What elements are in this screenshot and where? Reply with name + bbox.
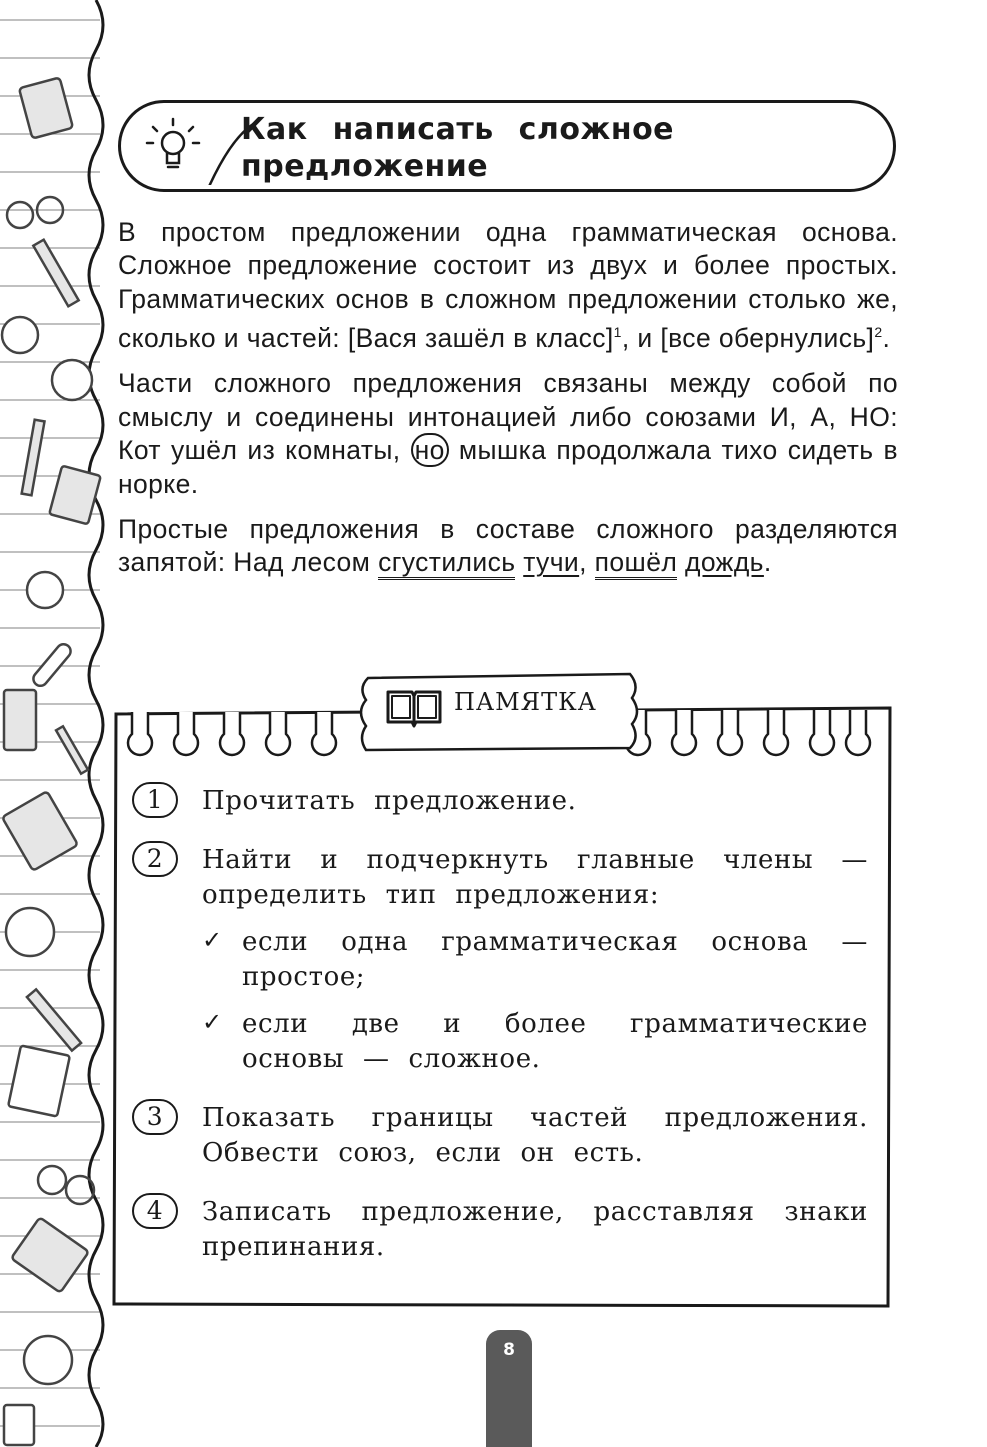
open-book-icon [384, 686, 444, 730]
paragraph-1: В простом предложении одна грамматическая основа. Сложное предложение состоит из двух и более простых. Грамматических основ в сложном предложении столько же, сколько и частей: [Вася зашёл в класс]$^1$, и [все обернулись]$^2$. [118, 217, 898, 354]
title-line-2: предложение [241, 149, 489, 184]
step-text: Показать границы частей предложения. Обвести союз, если он есть. [202, 1103, 868, 1168]
step-text: Записать предложение, расставляя знаки препинания. [202, 1197, 868, 1262]
footnote-2: 2 [874, 324, 883, 341]
footnote-1: 1 [613, 324, 622, 341]
checkmark-icon: ✓ [202, 1008, 223, 1036]
step-number: 3 [132, 1099, 178, 1135]
page-title [241, 111, 701, 185]
check-text: если две и более грамматические основы — сложное. [242, 1009, 868, 1074]
paragraph-2: Части сложного предложения связаны между собой по смыслу и соединены интонацией либо союзами И, А, НО: Кот ушёл из комнаты, но мышка продолжала тихо сидеть в норке. [118, 368, 898, 499]
memo-steps [132, 784, 868, 1289]
paragraph-3: Простые предложения в составе сложного разделяются запятой: Над лесом сгустились тучи, пошёл дождь. [118, 513, 898, 580]
step-number: 4 [132, 1193, 178, 1229]
decorative-school-strip [0, 0, 112, 1447]
memo-label: ПАМЯТКА [454, 688, 597, 716]
body-text [118, 216, 898, 592]
step-text: Найти и подчеркнуть главные члены — определить тип предложения: [202, 845, 868, 910]
step-1 [132, 784, 868, 819]
circled-conjunction: но [411, 433, 449, 467]
step-number: 1 [132, 782, 178, 818]
subject-1: тучи [523, 547, 580, 578]
subject-2: дождь [684, 547, 764, 578]
step-2 [132, 843, 868, 1077]
predicate-1: сгустились [378, 547, 515, 580]
step-3 [132, 1101, 868, 1171]
checkmark-icon: ✓ [202, 926, 223, 954]
check-item-2 [202, 1007, 868, 1077]
predicate-2: пошёл [595, 547, 678, 580]
check-text: если одна грамматическая основа — простое; [242, 927, 868, 992]
check-item-1 [202, 925, 868, 995]
step-4 [132, 1195, 868, 1265]
step-text: Прочитать предложение. [202, 786, 577, 816]
section-header [118, 100, 896, 192]
step-number: 2 [132, 841, 178, 877]
page-number: 8 [503, 1340, 515, 1360]
title-line-1: Как написать сложное [241, 112, 675, 147]
